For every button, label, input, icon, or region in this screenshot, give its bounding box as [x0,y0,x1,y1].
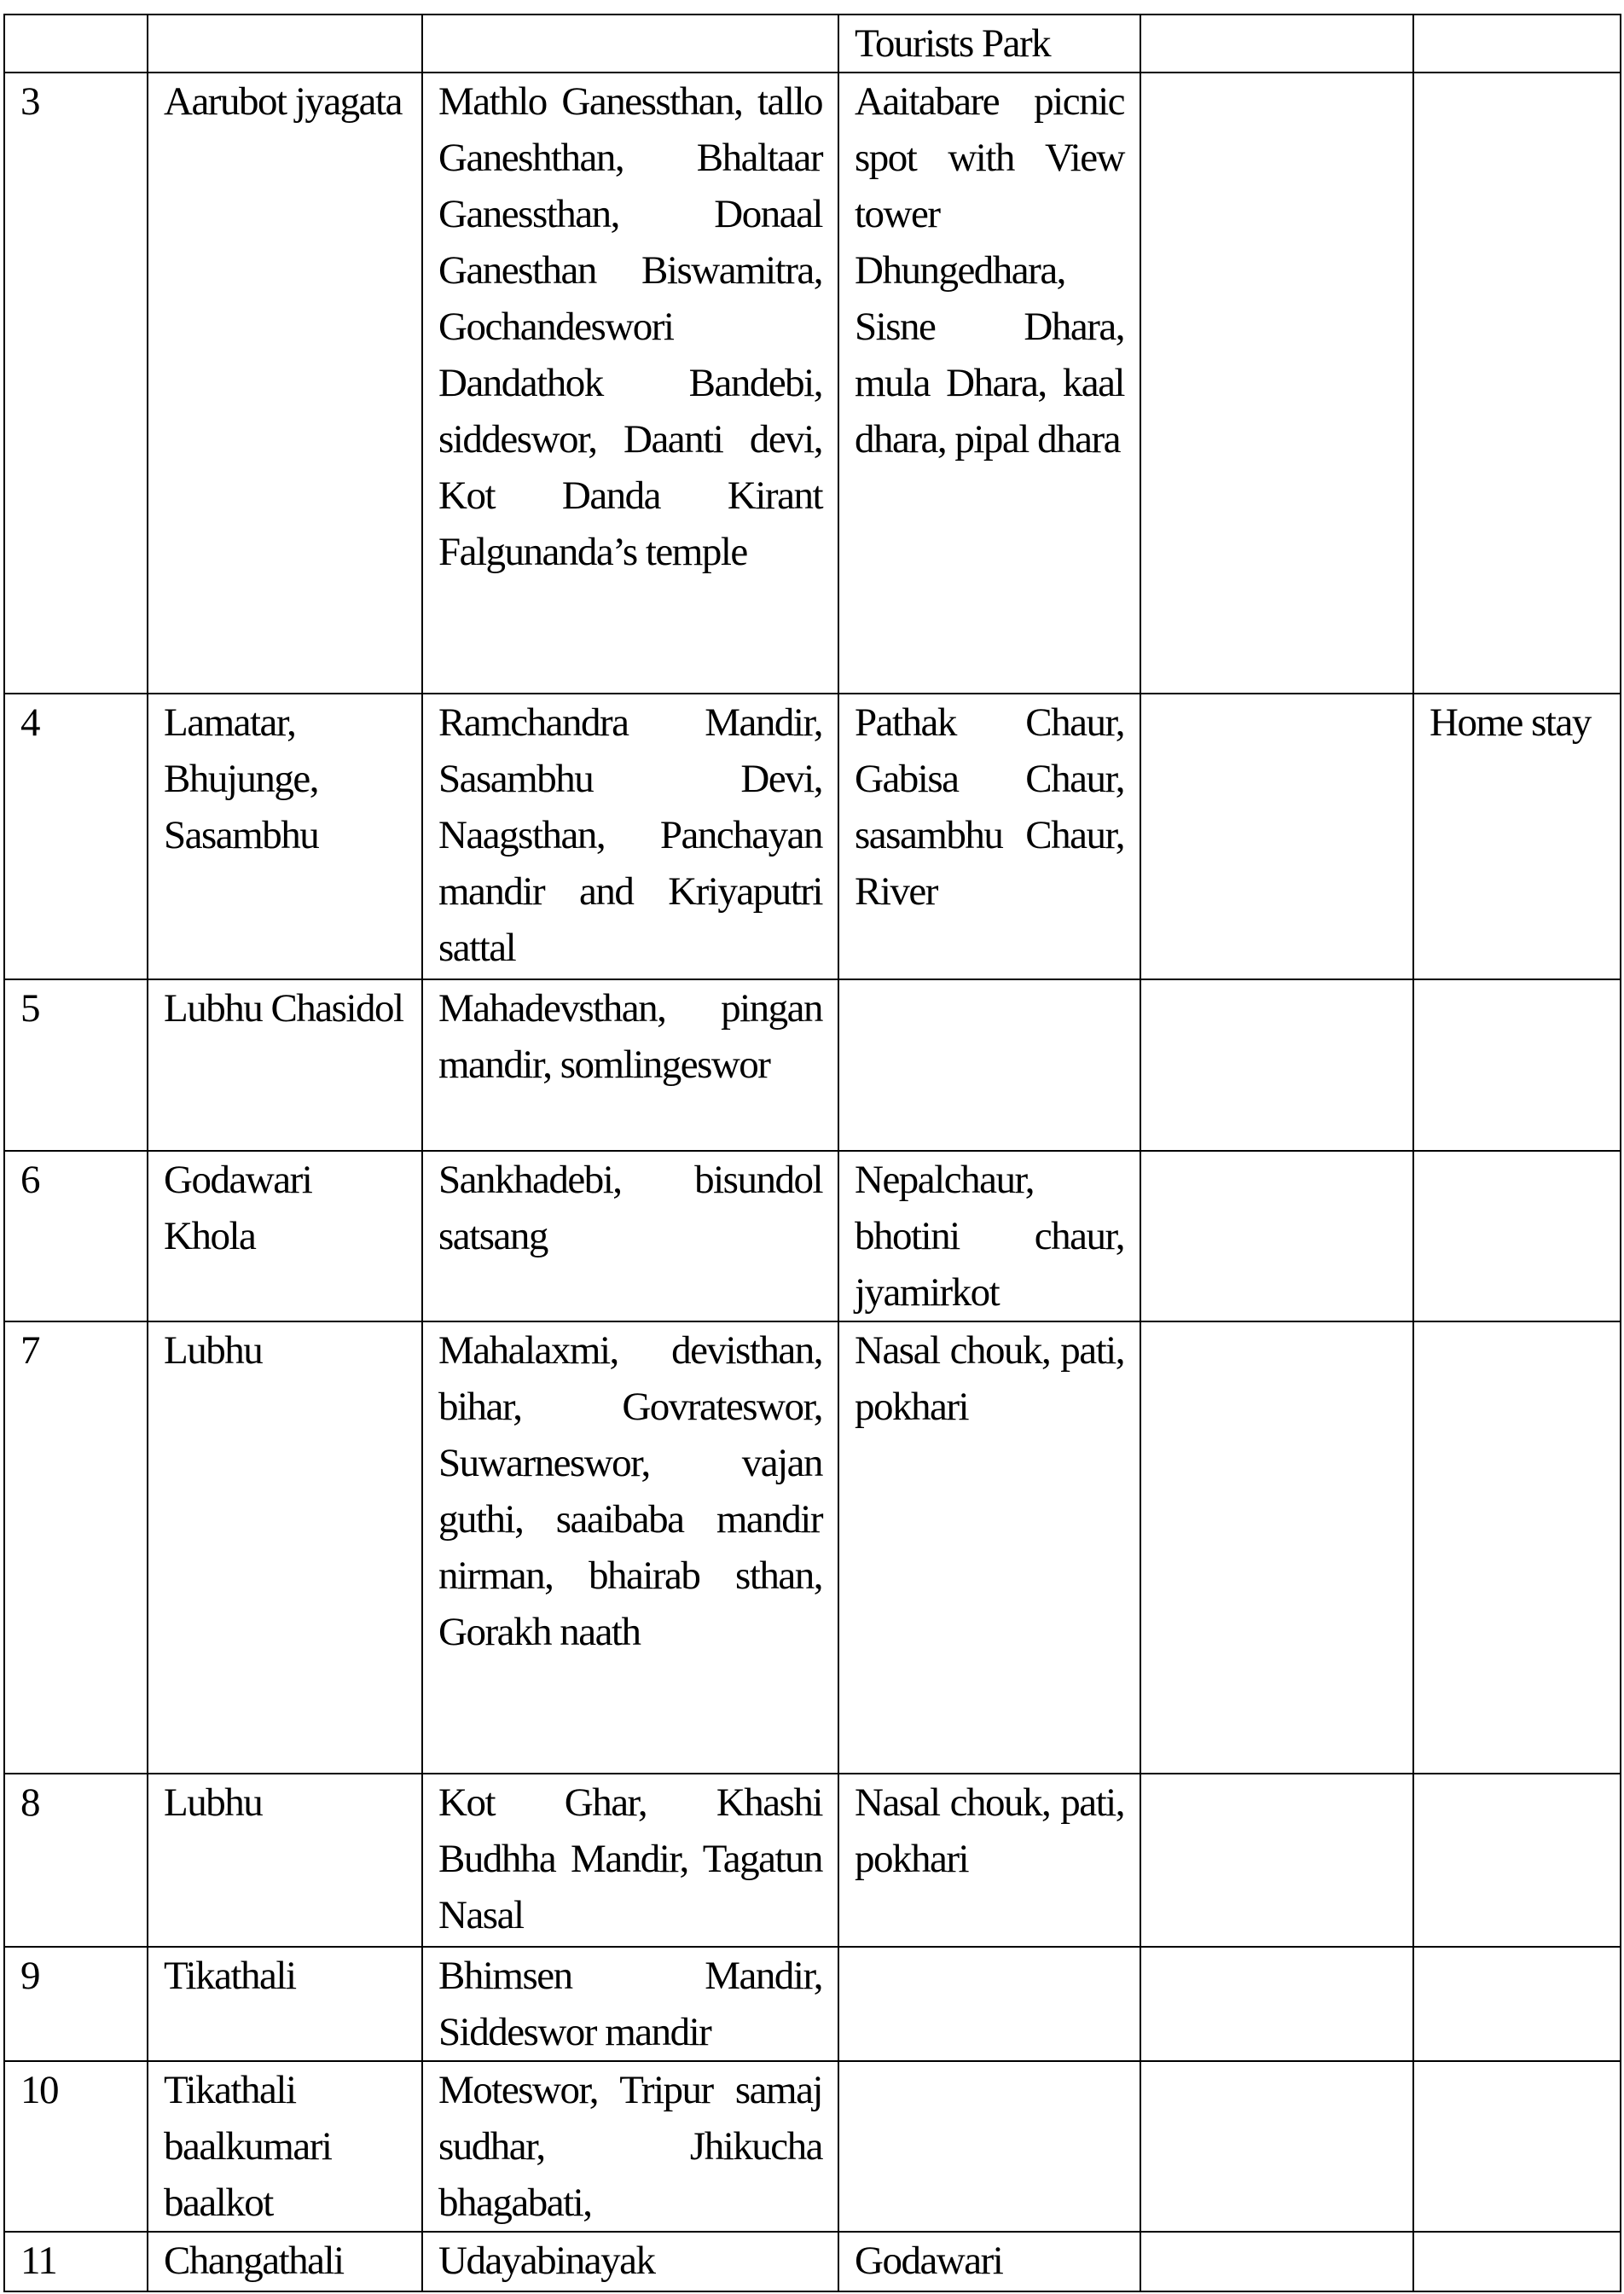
cell-natural-sites: Godawari [838,2232,1140,2291]
cell-col5 [1140,1774,1413,1947]
cell-natural-sites [838,1947,1140,2061]
cell-col6 [1413,1774,1621,1947]
cell-col5 [1140,1947,1413,2061]
cell-area: Aarubot jyagata [148,73,422,694]
cell-area [148,15,422,73]
cell-col5 [1140,73,1413,694]
cell-col6 [1413,2061,1621,2232]
cell-col5 [1140,979,1413,1151]
cell-no: 10 [4,2061,148,2232]
cell-area: Lubhu [148,1321,422,1774]
cell-col5 [1140,1151,1413,1321]
cell-no: 11 [4,2232,148,2291]
cell-area: Tikathali [148,1947,422,2061]
table-row [4,1774,1621,1947]
cell-religious-sites: Mathlo Ganessthan, tallo Ganeshthan, Bhaltaar Ganessthan, Donaal Ganesthan Biswamitra, Gochandeswori Dandathok Bandebi, siddeswor, Daanti devi, Kot Danda Kirant Falgunanda’s temple [422,73,838,694]
cell-no: 7 [4,1321,148,1774]
cell-natural-sites: Aaitabare picnic spot with View tower Dhungedhara, Sisne Dhara, mula Dhara, kaal dhara, pipal dhara [838,73,1140,694]
cell-natural-sites: Tourists Park [838,15,1140,73]
table-row [4,2061,1621,2232]
cell-area: Tikathali baalkumari baalkot [148,2061,422,2232]
cell-col5 [1140,1321,1413,1774]
cell-natural-sites: Nepalchaur, bhotini chaur, jyamirkot [838,1151,1140,1321]
cell-area: Lamatar, Bhujunge, Sasambhu [148,694,422,979]
cell-col6: Home stay [1413,694,1621,979]
cell-no [4,15,148,73]
table-row [4,2232,1621,2291]
cell-col5 [1140,15,1413,73]
cell-col6 [1413,2232,1621,2291]
table-row [4,1321,1621,1774]
cell-religious-sites [422,15,838,73]
cell-religious-sites: Udayabinayak [422,2232,838,2291]
table-row [4,73,1621,694]
table-row [4,15,1621,73]
cell-religious-sites: Ramchandra Mandir, Sasambhu Devi, Naagsthan, Panchayan mandir and Kriyaputri sattal [422,694,838,979]
cell-col6 [1413,15,1621,73]
cell-natural-sites [838,979,1140,1151]
cell-col6 [1413,1947,1621,2061]
table-row [4,979,1621,1151]
table-row [4,694,1621,979]
cell-natural-sites: Pathak Chaur, Gabisa Chaur, sasambhu Chaur, River [838,694,1140,979]
table-row [4,1947,1621,2061]
table-row [4,1151,1621,1321]
cell-no: 9 [4,1947,148,2061]
cell-religious-sites: Kot Ghar, Khashi Budhha Mandir, Tagatun Nasal [422,1774,838,1947]
cell-col6 [1413,979,1621,1151]
cell-col5 [1140,2232,1413,2291]
cell-religious-sites: Sankhadebi, bisundol satsang [422,1151,838,1321]
cell-natural-sites [838,2061,1140,2232]
cell-col6 [1413,1321,1621,1774]
cell-religious-sites: Moteswor, Tripur samaj sudhar, Jhikucha bhagabati, [422,2061,838,2232]
cell-area: Changathali [148,2232,422,2291]
cell-col6 [1413,73,1621,694]
cell-religious-sites: Mahadevsthan, pingan mandir, somlingeswor [422,979,838,1151]
cell-no: 8 [4,1774,148,1947]
tourism-sites-table [3,14,1621,2292]
cell-col6 [1413,1151,1621,1321]
cell-col5 [1140,694,1413,979]
cell-no: 5 [4,979,148,1151]
cell-area: Godawari Khola [148,1151,422,1321]
cell-area: Lubhu [148,1774,422,1947]
cell-no: 3 [4,73,148,694]
cell-natural-sites: Nasal chouk, pati, pokhari [838,1321,1140,1774]
cell-col5 [1140,2061,1413,2232]
cell-area: Lubhu Chasidol [148,979,422,1151]
cell-no: 4 [4,694,148,979]
cell-natural-sites: Nasal chouk, pati, pokhari [838,1774,1140,1947]
cell-no: 6 [4,1151,148,1321]
cell-religious-sites: Mahalaxmi, devisthan, bihar, Govrateswor, Suwarneswor, vajan guthi, saaibaba mandir nirman, bhairab sthan, Gorakh naath [422,1321,838,1774]
cell-religious-sites: Bhimsen Mandir, Siddeswor mandir [422,1947,838,2061]
